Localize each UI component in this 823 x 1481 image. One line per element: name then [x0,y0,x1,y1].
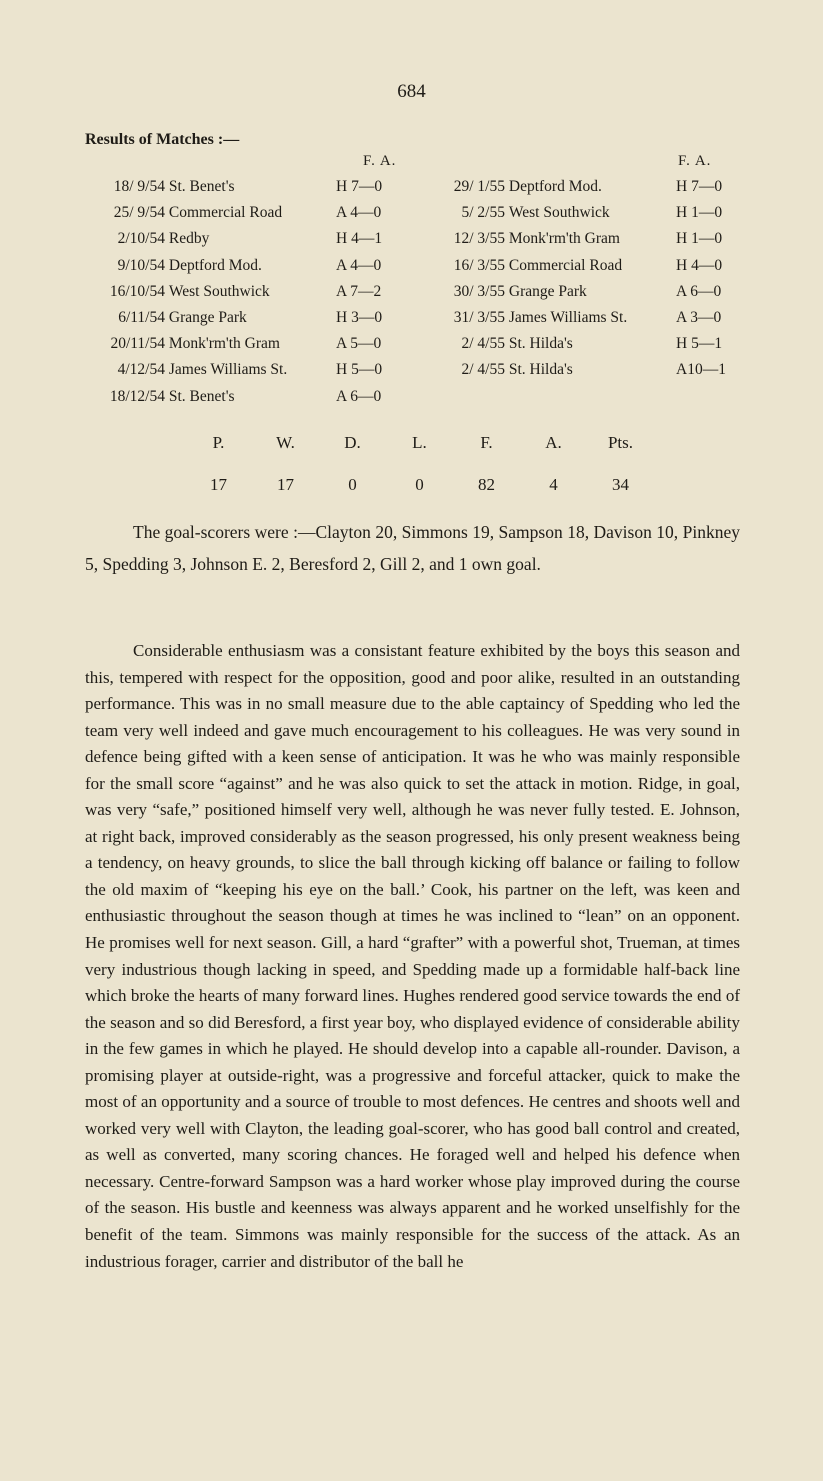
summary-header-played: P. [212,433,225,452]
matches-left-column [85,174,383,410]
fa-header-left: F. A. [363,153,397,169]
summary-value-drawn: 0 [348,475,357,494]
match-opponent: West Southwick [168,282,270,300]
match-venue-score: A 4—0 [336,204,382,222]
match-venue-score: A 5—0 [336,335,382,353]
goal-scorers-paragraph: The goal-scorers were :—Clayton 20, Simmons 19, Sampson 18, Davison 10, Pinkney 5, Spedding 3, Johnson E. 2, Beresford 2, Gill 2, and 1 own goal. [85,522,740,574]
match-row [450,200,723,226]
summary-value-points: 34 [612,475,629,494]
summary-header-lost: L. [412,433,427,452]
match-date: 9/10/54 [117,256,165,274]
match-row [85,305,383,331]
match-row [85,357,383,383]
match-row [450,253,723,279]
summary-header-points: Pts. [607,433,634,452]
match-venue-score: H 1—0 [676,204,723,222]
match-date: 2/ 4/55 [461,335,505,353]
match-venue-score: H 7—0 [676,178,723,195]
match-opponent: Grange Park [508,282,587,300]
match-venue-score: A 4—0 [336,256,382,274]
match-date: 29/ 1/55 [453,178,505,195]
page-number: 684 [397,81,426,102]
match-date: 16/10/54 [109,282,165,300]
match-date: 6/11/54 [118,308,165,326]
fa-header-right: F. A. [678,153,712,169]
season-summary-table [185,422,654,506]
match-row [85,331,382,357]
match-opponent: West Southwick [508,204,610,222]
match-venue-score: H 5—1 [676,335,723,353]
match-venue-score: A 3—0 [676,308,722,326]
summary-value-won: 17 [277,475,294,494]
season-report-paragraph: Considerable enthusiasm was a consistant feature exhibited by the boys this season and this, tempered with respect for the opposition, good and poor alike, resulted in an outstanding performance. This was in no small measure due to the able captaincy of Spedding who led the team very well indeed and gave much encouragement to his colleagues. He was very sound in defence being gifted with a keen sense of anticipation. It was he who was mainly responsible for the small score “against” and he was also quick to set the attack in motion. Ridge, in goal, was very “safe,” positioned himself very well, although he was never fully tested. E. Johnson, at right back, improved considerably as the season progressed, his only present weakness being a tendency, on heavy grounds, to slice the ball through kicking off balance or failing to follow the old maxim of “keeping his eye on the ball.’ Cook, his partner on the left, was keen and enthusiastic throughout the season though at times he was inclined to “lean” on an opponent. He promises well for next season. Gill, a hard “grafter” with a powerful shot, Trueman, at times very industrious though lacking in speed, and Spedding made up a formidable half-back line which broke the hearts of many forward lines. Hughes rendered good service towards the end of the season and so did Beresford, a first year boy, who displayed evidence of considerable ability in the few games in which he played. He should develop into a capable all-rounder. Davison, a promising player at outside-right, was a progressive and forceful attacker, quick to make the most of an opportunity and a source of trouble to most defences. He centres and shoots well and worked very well with Clayton, the leading goal-scorer, who has good ball control and created, as well as converted, many scoring chances. He foraged well and helped his defence when necessary. Centre-forward Sampson was a hard worker whose play improved during the course of the season. His bustle and keenness was always apparent and he worked unselfishly for the benefit of the team. Simmons was mainly responsible for the success of the attack. As an industrious forager, carrier and distributor of the ball he [85,641,740,1271]
match-date: 2/ 4/55 [461,361,505,379]
match-date: 5/ 2/55 [461,204,505,222]
match-venue-score: A 6—0 [676,282,722,300]
match-opponent: Monk'rm'th Gram [168,335,280,353]
match-date: 25/ 9/54 [113,204,165,222]
summary-header-won: W. [276,433,295,452]
section-title: Results of Matches :— [85,131,240,148]
match-date: 31/ 3/55 [453,308,505,326]
match-date: 12/ 3/55 [453,230,505,248]
summary-header-for: F. [480,433,493,452]
match-row [85,200,382,226]
summary-header-against: A. [545,433,562,452]
match-venue-score: H 3—0 [336,308,383,326]
match-opponent: St. Hilda's [508,361,573,379]
match-opponent: Deptford Mod. [168,256,262,274]
summary-value-lost: 0 [415,475,424,494]
match-row [450,174,723,200]
match-venue-score: H 7—0 [336,178,383,195]
match-row [85,174,383,200]
summary-header-drawn: D. [344,433,361,452]
match-venue-score: H 5—0 [336,361,383,379]
match-opponent: James Williams St. [168,361,288,379]
match-venue-score: A 7—2 [336,282,382,300]
summary-value-played: 17 [210,475,227,494]
match-opponent: Monk'rm'th Gram [508,230,620,248]
match-opponent: Commercial Road [508,256,623,274]
match-date: 16/ 3/55 [453,256,505,274]
match-row [85,384,382,410]
match-opponent: St. Benet's [168,178,235,195]
match-row [85,279,382,305]
match-row [85,253,382,279]
summary-value-for: 82 [478,475,495,494]
match-date: 30/ 3/55 [453,282,505,300]
match-opponent: James Williams St. [508,308,628,326]
match-venue-score: A10—1 [676,361,726,379]
match-row [450,305,722,331]
match-venue-score: H 4—1 [336,230,383,248]
match-venue-score: H 1—0 [676,230,723,248]
match-row [85,226,383,252]
matches-right-column [450,174,726,384]
match-date: 18/12/54 [109,387,165,405]
match-row [450,226,723,252]
match-opponent: St. Hilda's [508,335,573,353]
match-venue-score: A 6—0 [336,387,382,405]
match-row [450,357,726,383]
match-date: 2/10/54 [117,230,165,248]
match-date: 18/ 9/54 [113,178,165,195]
match-row [450,279,722,305]
match-opponent: St. Benet's [168,387,235,405]
match-opponent: Commercial Road [168,204,283,222]
match-date: 4/12/54 [117,361,165,379]
match-opponent: Redby [168,230,210,248]
summary-value-against: 4 [549,475,558,494]
match-venue-score: H 4—0 [676,256,723,274]
match-opponent: Deptford Mod. [508,178,602,195]
summary-value-row [185,464,654,506]
match-date: 20/11/54 [110,335,165,353]
summary-header-row [185,422,654,464]
match-row [450,331,723,357]
match-opponent: Grange Park [168,308,247,326]
